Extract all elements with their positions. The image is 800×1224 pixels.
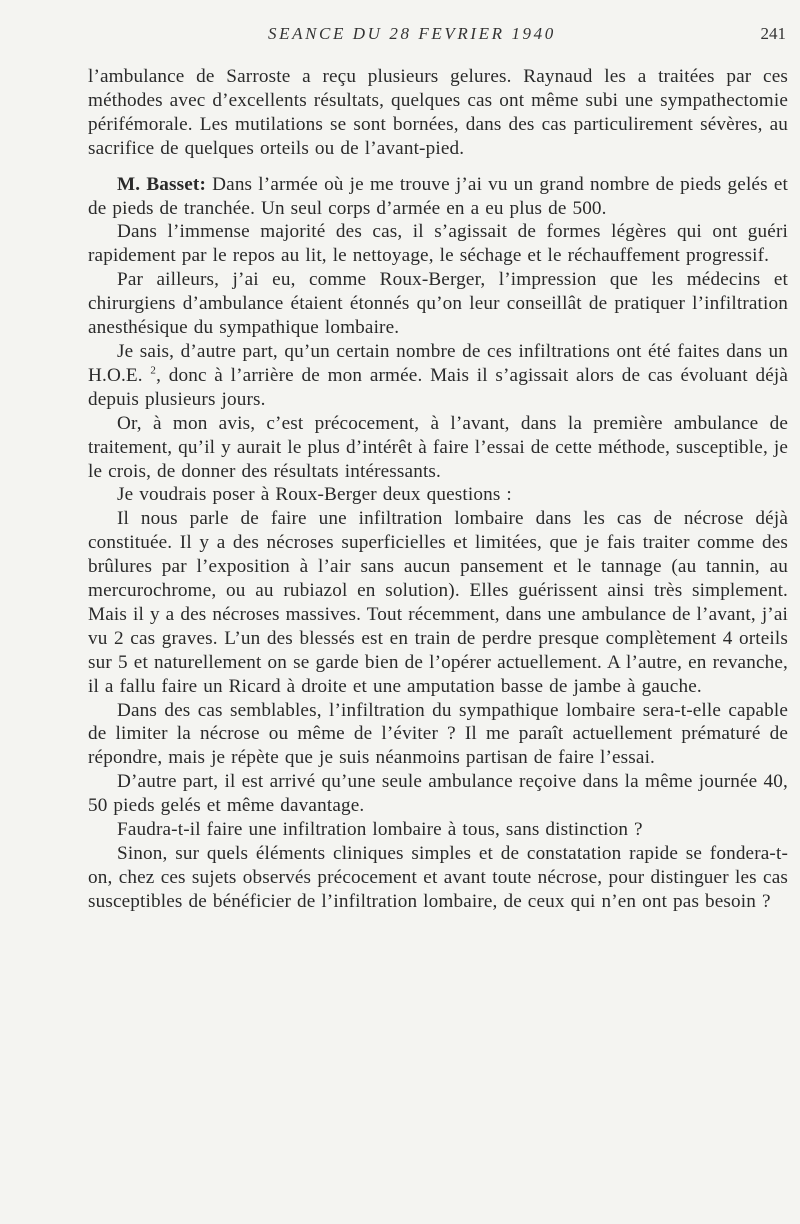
paragraph: Je voudrais poser à Roux-Berger deux questions : xyxy=(117,484,512,506)
paragraph: Par ailleurs, j’ai eu, comme Roux-Berger, l’impression que les médecins et chirurgiens d’ambulance étaient étonnés qu’on leur conseillât de pratiquer l’infiltration anesthésique du sympathique lombaire. xyxy=(88,269,788,339)
page-number: 241 xyxy=(760,24,786,43)
paragraph: Je sais, d’autre part, qu’un certain nombre de ces infiltrations ont été faites dans un H.O.E. $^2$, donc à l’arrière de mon armée. Mais il s’agissait alors de cas évoluant déjà depuis plusieurs jours. xyxy=(88,340,789,410)
paragraph: Dans des cas semblables, l’infiltration du sympathique lombaire sera-t-elle capable de limiter la nécrose ou même de l’éviter ? Il me paraît actuellement prématuré de répondre, mais je répète que je suis néanmoins partisan de faire l’essai. xyxy=(88,699,788,769)
paragraph-speaker-intro: M. Basset: Dans l’armée où je me trouve j’ai vu un grand nombre de pieds gelés et de pieds de tranchée. Un seul corps d’armée en a eu plus de 500. xyxy=(88,173,788,219)
paragraph: D’autre part, il est arrivé qu’une seule ambulance reçoive dans la même journée 40, 50 pieds gelés et même davantage. xyxy=(88,771,788,817)
footnote-marker: 2 xyxy=(150,364,157,377)
paragraph: l’ambulance de Sarroste a reçu plusieurs gelures. Raynaud les a traitées par ces méthodes avec d’excellents résultats, quelques cas ont même subi une sympathectomie périfémorale. Les mutilations se sont bornées, dans des cas particulirement sévères, au sacrifice de quelques orteils ou de l’avant-pied. xyxy=(88,66,788,159)
paragraph: Dans l’immense majorité des cas, il s’agissait de formes légères qui ont guéri rapidement par le repos au lit, le nettoyage, le séchage et le réchauffement progressif. xyxy=(88,221,788,267)
running-title: SEANCE DU 28 FEVRIER 1940 xyxy=(268,24,556,43)
article-body xyxy=(88,65,788,914)
paragraph: Il nous parle de faire une infiltration lombaire dans les cas de nécrose déjà constituée. Il y a des nécroses superficielles et limitées, que je fais traiter comme des brûlures par l’exposition à l’air sans aucun pansement et le tannage (au tannin, au mercurochrome, ou au rubiazol en solution). Elles guérissent ainsi très simplement. Mais il y a des nécroses massives. Tout récemment, dans une ambulance de l’avant, j’ai vu 2 cas graves. L’un des blessés est en train de perdre presque complètement 4 orteils sur 5 et naturellement on se garde bien de l’opérer actuellement. A l’autre, en revanche, il a fallu faire un Ricard à droite et une amputation basse de jambe à gauche. xyxy=(88,508,788,697)
speaker-name: M. Basset xyxy=(117,173,200,195)
paragraph: Or, à mon avis, c’est précocement, à l’avant, dans la première ambulance de traitement, qu’il y aurait le plus d’intérêt à faire l’essai de cette méthode, susceptible, je le crois, de donner des résultats intéressants. xyxy=(88,412,788,482)
running-header xyxy=(0,24,800,54)
paragraph: Faudra-t-il faire une infiltration lombaire à tous, sans distinction ? xyxy=(117,819,643,841)
paragraph: Sinon, sur quels éléments cliniques simples et de constatation rapide se fondera-t-on, chez ces sujets observés précocement et avant toute nécrose, pour distinguer les cas susceptibles de bénéficier de l’infiltration lombaire, de ceux qui n’en ont pas besoin ? xyxy=(88,843,788,912)
